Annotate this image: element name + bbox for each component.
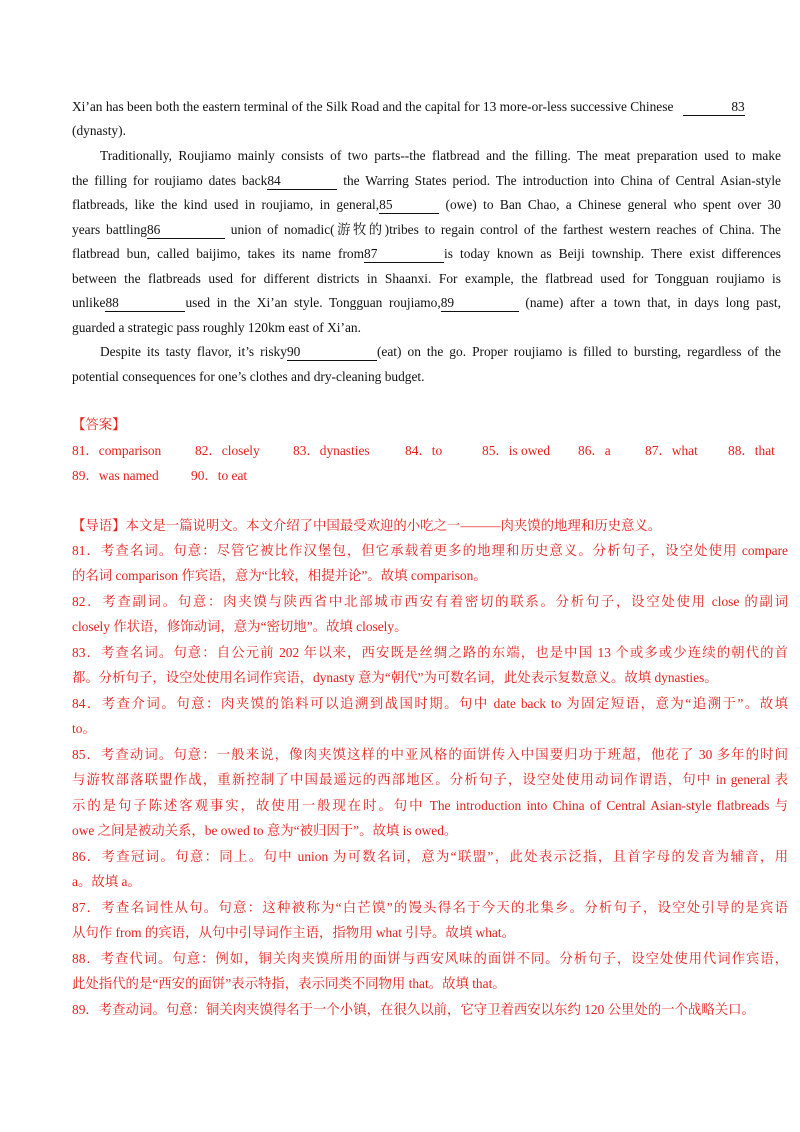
passage-text: flatbreads, like the kind used in roujiamo, in general, <box>72 197 380 212</box>
passage-text: used in the Xi’an style. Tongguan roujiamo, <box>185 295 441 310</box>
guide-intro: 【导语】本文是一篇说明文。本文介绍了中国最受欢迎的小吃之一———肉夹馍的地理和历史意义。 <box>72 518 662 533</box>
explanation-line: 89．考查动词。句意：铜关肉夹馍得名于一个小镇，在很久以前，它守卫着西安以东约 120 公里处的一个战略关口。 <box>72 1002 755 1017</box>
passage-line <box>72 365 425 389</box>
answer-item: 89．was named <box>72 468 159 483</box>
passage-line <box>72 169 781 193</box>
blank-85[interactable]: 85 <box>379 197 439 214</box>
explanation-line: 86．考查冠词。句意：同上。句中 union 为可数名词，意为“联盟”，此处表示泛指，且首字母的发音为辅音，用 <box>72 849 788 864</box>
answer-item: 88．that <box>728 443 775 458</box>
blank-86[interactable]: 86 <box>147 222 225 239</box>
explanation-line: 87．考查名词性从句。句意：这种被称为“白芒馍”的馒头得名于今天的北集乡。分析句子，设空处引导的是宾语 <box>72 900 788 915</box>
explanation-line: 示的是句子陈述客观事实，故使用一般现在时。句中 The introduction into China of Central Asian-style flatbreads 与 <box>72 798 788 813</box>
passage-text: Despite its tasty flavor, it’s risky <box>100 344 287 359</box>
explanation-line: owe 之间是被动关系，be owed to 意为“被归因于”。故填 is owed。 <box>72 823 458 838</box>
passage-line <box>72 193 781 217</box>
passage-text: (name) after a town that, in days long past, <box>525 295 781 310</box>
answer-item: 83．dynasties <box>293 443 370 458</box>
explanation-line: 81．考查名词。句意：尽管它被比作汉堡包，但它承载着更多的地理和历史意义。分析句子，设空处使用 compare <box>72 543 788 558</box>
blank-84[interactable]: 84 <box>267 173 337 190</box>
answer-item: 81．comparison <box>72 443 162 458</box>
explanation-line: 88．考查代词。句意：例如，铜关肉夹馍所用的面饼与西安风味的面饼不同。分析句子，设空处使用代词作宾语， <box>72 951 788 966</box>
passage-line <box>72 291 781 315</box>
explanation-line: 此处指代的是“西安的面饼”表示特指，表示同类不同物用 that。故填 that。 <box>72 976 506 991</box>
explanation-line: 85．考查动词。句意：一般来说，像肉夹馍这样的中亚风格的面饼传入中国要归功于班超，他花了 30 多年的时间 <box>72 747 788 762</box>
blank-87[interactable]: 87 <box>364 246 444 263</box>
passage-line <box>72 267 781 291</box>
passage-line <box>100 340 781 364</box>
passage-text: Traditionally, Roujiamo mainly consists of two parts--the flatbread and the filling. The meat preparation used to make <box>100 148 781 163</box>
passage-line <box>72 119 126 143</box>
answer-item: 90．to eat <box>191 468 248 483</box>
explanation-line: closely 作状语，修饰动词，意为“密切地”。故填 closely。 <box>72 619 408 634</box>
explanation-line: a。故填 a。 <box>72 874 141 889</box>
answer-row-1 <box>72 440 788 460</box>
passage-text: the Warring States period. The introduction into China of Central Asian-style <box>343 173 782 188</box>
explanation-line: 从句作 from 的宾语，从句中引导词作主语，指物用 what 引导。故填 what。 <box>72 925 515 940</box>
passage-text: between the flatbreads used for different districts in Shaanxi. For example, the flatbread used for Tongguan roujiamo is <box>72 271 781 286</box>
answer-item: 82．closely <box>195 443 260 458</box>
answer-row-2 <box>72 465 788 485</box>
passage-line <box>72 316 361 340</box>
explanation-line: 与游牧部落联盟作战，重新控制了中国最遥远的西部地区。分析句子，设空处使用动词作谓语，句中 in general 表 <box>72 772 788 787</box>
blank-90[interactable]: 90 <box>287 344 377 361</box>
passage-text: (eat) on the go. Proper roujiamo is filled to bursting, regardless of the <box>376 344 781 359</box>
answer-header: 【答案】 <box>72 417 126 432</box>
blank-83[interactable]: 83 <box>683 99 745 116</box>
explanation-line: 82．考查副词。句意：肉夹馍与陕西省中北部城市西安有着密切的联系。分析句子，设空处使用 close 的副词 <box>72 594 788 609</box>
passage-text: years battling <box>72 222 147 237</box>
answer-item: 85．is owed <box>482 443 551 458</box>
blank-89[interactable]: 89 <box>441 295 519 312</box>
passage-text: the filling for roujiamo dates back <box>72 173 268 188</box>
passage-text: union of nomadic(游牧的)tribes to regain control of the farthest western reaches of China. The <box>230 222 781 237</box>
explanation-line: 都。分析句子，设空处使用名词作宾语，dynasty 意为“朝代”为可数名词，此处表示复数意义。故填 dynasties。 <box>72 670 718 685</box>
passage-text: (owe) to Ban Chao, a Chinese general who spent over 30 <box>445 197 781 212</box>
passage-text: Xi’an has been both the eastern terminal of the Silk Road and the capital for 13 more-or-less successive Chinese <box>72 99 674 114</box>
explanation-line: 83．考查名词。句意：自公元前 202 年以来，西安既是丝绸之路的东端，也是中国 13 个或多或少连续的朝代的首 <box>72 645 788 660</box>
explanation-line: to。 <box>72 721 96 736</box>
passage-line <box>72 242 781 266</box>
passage-line <box>100 144 781 168</box>
passage-text: unlike <box>72 295 106 310</box>
passage-line <box>72 95 745 119</box>
answer-item: 84．to <box>405 443 443 458</box>
answer-item: 86．a <box>578 443 611 458</box>
passage <box>72 95 781 395</box>
passage-text: (dynasty). <box>72 123 126 138</box>
passage-line <box>72 218 781 242</box>
blank-88[interactable]: 88 <box>105 295 185 312</box>
explanation-line: 84．考查介词。句意：肉夹馍的馅料可以追溯到战国时期。句中 date back to 为固定短语，意为“追溯于”。故填 <box>72 696 788 711</box>
answer-item: 87．what <box>645 443 698 458</box>
passage-text: potential consequences for one’s clothes and dry-cleaning budget. <box>72 369 425 384</box>
passage-text: is today known as Beiji township. There exist differences <box>444 246 781 261</box>
passage-text: flatbread bun, called baijimo, takes its name from <box>72 246 365 261</box>
passage-text: guarded a strategic pass roughly 120km east of Xi’an. <box>72 320 361 335</box>
explanation-line: 的名词 comparison 作宾语，意为“比较，相提并论”。故填 comparison。 <box>72 568 487 583</box>
